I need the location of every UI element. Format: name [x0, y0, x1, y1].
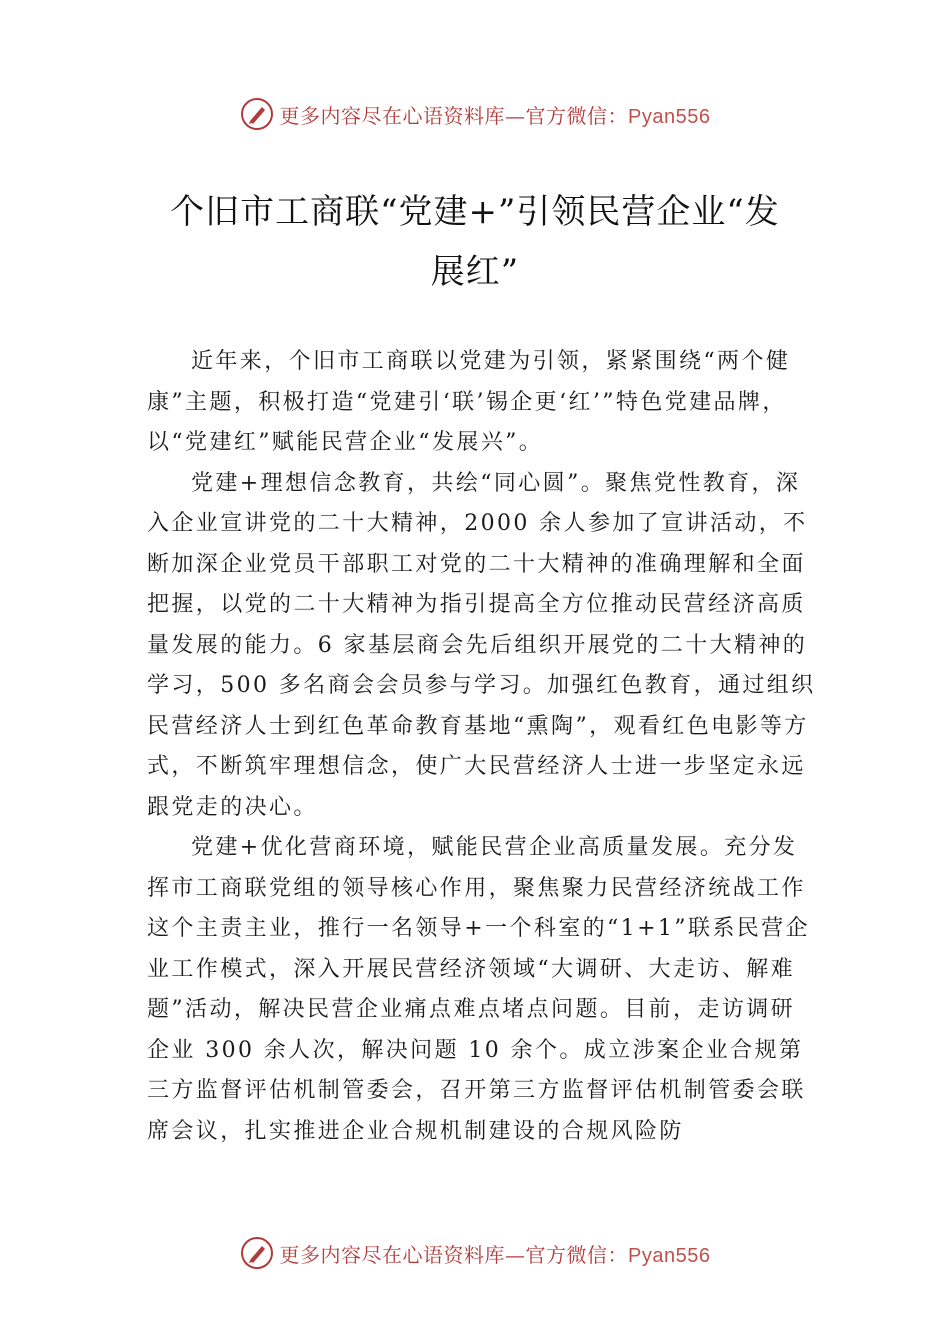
wechat-id: Pyan556 [628, 1244, 711, 1267]
article-body [147, 342, 817, 1152]
title-line-2: 展红” [430, 252, 520, 292]
article-title [140, 182, 810, 302]
pen-logo-icon [240, 97, 274, 131]
header-watermark-banner [0, 94, 950, 134]
paragraph-ideals-education: 党建+理想信念教育，共绘“同心圆”。聚焦党性教育，深入企业宣讲党的二十大精神，2000 余人参加了宣讲活动，不断加深企业党员干部职工对党的二十大精神的准确理解和全面把握，以党的二十大精神为指引提高全方位推动民营经济高质量发展的能力。6 家基层商会先后组织开展党的二十大精神的学习，500 多名商会会员参与学习。加强红色教育，通过组织民营经济人士到红色革命教育基地“熏陶”，观看红色电影等方式，不断筑牢理想信念，使广大民营经济人士进一步坚定永远跟党走的决心。 [147, 470, 816, 820]
wechat-id: Pyan556 [628, 105, 711, 128]
banner-text: 更多内容尽在心语资料库—官方微信：Pyan556 [279, 1242, 711, 1267]
banner-text: 更多内容尽在心语资料库—官方微信：Pyan556 [279, 103, 711, 128]
pen-logo-icon [240, 1236, 274, 1270]
footer-watermark-banner [0, 1233, 950, 1273]
paragraph-business-environment: 党建+优化营商环境，赋能民营企业高质量发展。充分发挥市工商联党组的领导核心作用，聚焦聚力民营经济统战工作这个主责主业，推行一名领导+一个科室的“1+1”联系民营企业工作模式，深入开展民营经济领域“大调研、大走访、解难题”活动，解决民营企业痛点难点堵点问题。目前，走访调研企业 300 余人次，解决问题 10 余个。成立涉案企业合规第三方监督评估机制管委会，召开第三方监督评估机制管委会联席会议，扎实推进企业合规机制建设的合规风险防 [147, 835, 810, 1144]
title-line-1: 个旧市工商联“党建+”引领民营企业“发 [170, 192, 780, 232]
paragraph-intro: 近年来，个旧市工商联以党建为引领，紧紧围绕“两个健康”主题，积极打造“党建引‘联’锡企更‘红’”特色党建品牌，以“党建红”赋能民营企业“发展兴”。 [147, 349, 791, 455]
